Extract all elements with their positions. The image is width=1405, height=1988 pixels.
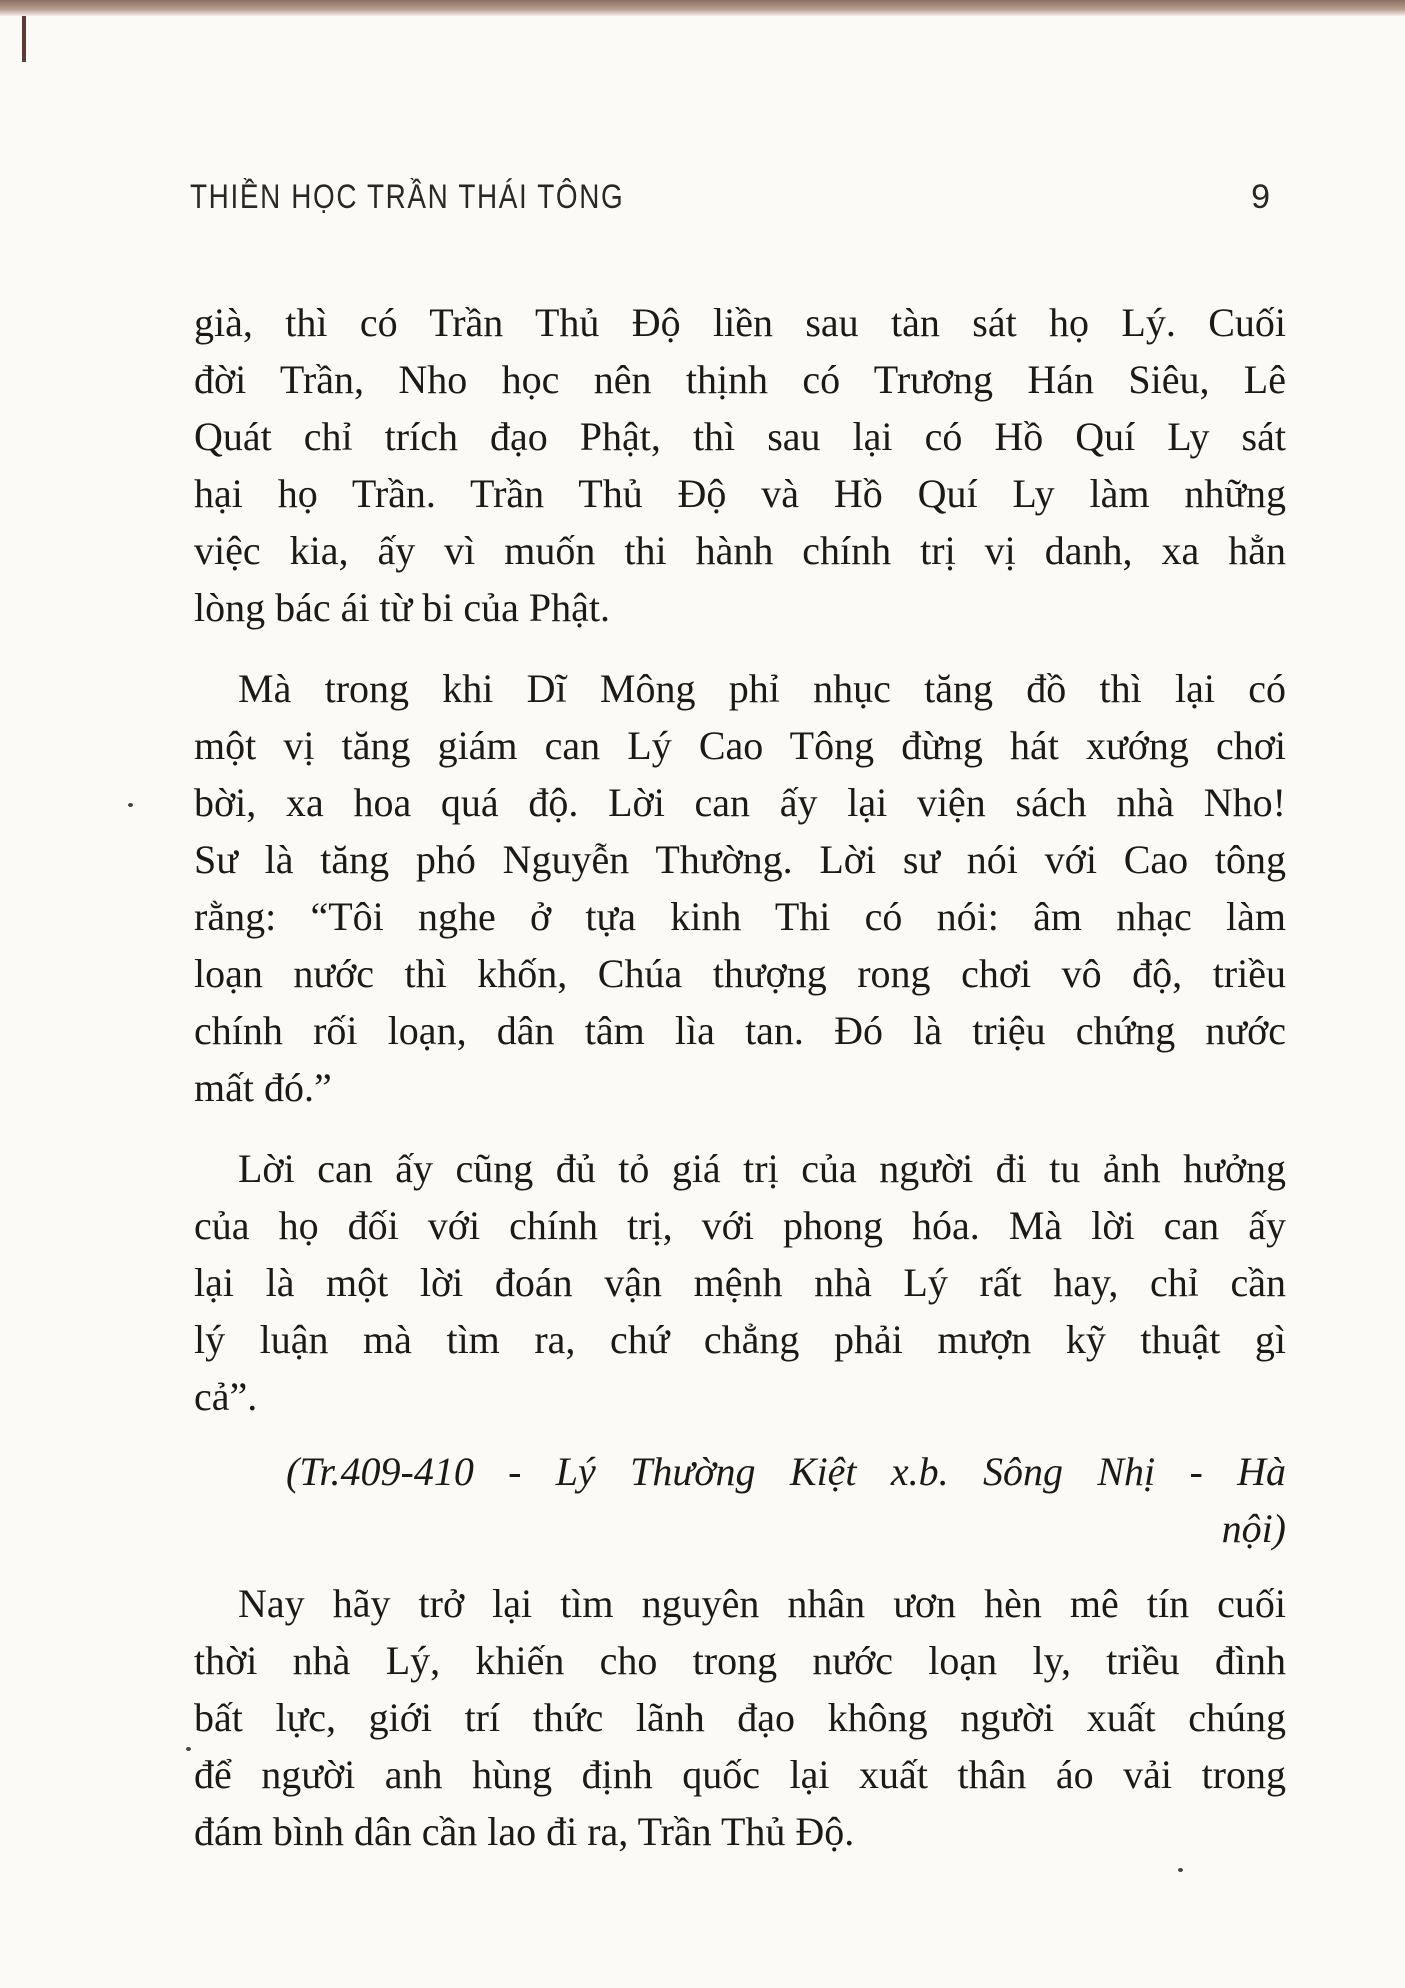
- text-line: mất đó.”: [194, 1065, 332, 1110]
- text-line: Quát chỉ trích đạo Phật, thì sau lại có Hồ Quí Ly sát: [194, 414, 1286, 459]
- text-line: việc kia, ấy vì muốn thi hành chính trị vị danh, xa hẳn: [194, 528, 1286, 573]
- paragraph-4: [194, 1575, 1286, 1860]
- text-line: của họ đối với chính trị, với phong hóa. Mà lời can ấy: [194, 1203, 1286, 1248]
- text-line: bất lực, giới trí thức lãnh đạo không người xuất chúng: [194, 1695, 1286, 1740]
- text-line: già, thì có Trần Thủ Độ liền sau tàn sát họ Lý. Cuối: [194, 300, 1286, 345]
- running-header: [190, 178, 1290, 228]
- text-line: đám bình dân cần lao đi ra, Trần Thủ Độ.: [194, 1809, 855, 1854]
- page-edge-mark: [22, 16, 26, 62]
- text-line: bời, xa hoa quá độ. Lời can ấy lại viện sách nhà Nho!: [194, 780, 1286, 825]
- paragraph-3: [194, 1140, 1286, 1425]
- text-line: hại họ Trần. Trần Thủ Độ và Hồ Quí Ly làm những: [194, 471, 1286, 516]
- text-line: để người anh hùng định quốc lại xuất thân áo vải trong: [194, 1752, 1286, 1797]
- paper-speck: [186, 1747, 191, 1751]
- text-line: đời Trần, Nho học nên thịnh có Trương Hán Siêu, Lê: [194, 357, 1286, 402]
- citation-line: (Tr.409-410 - Lý Thường Kiệt x.b. Sông Nhị - Hà: [286, 1449, 1286, 1494]
- text-line: một vị tăng giám can Lý Cao Tông đừng hát xướng chơi: [194, 723, 1286, 768]
- text-line: Nay hãy trở lại tìm nguyên nhân ươn hèn mê tín cuối: [238, 1581, 1286, 1626]
- text-line: lại là một lời đoán vận mệnh nhà Lý rất hay, chỉ cần: [194, 1260, 1286, 1305]
- text-line: Lời can ấy cũng đủ tỏ giá trị của người đi tu ảnh hưởng: [238, 1146, 1286, 1191]
- body-text: [194, 294, 1286, 1860]
- source-citation: [194, 1443, 1286, 1557]
- text-line: chính rối loạn, dân tâm lìa tan. Đó là triệu chứng nước: [194, 1008, 1286, 1053]
- paper-speck: [128, 803, 133, 807]
- text-line: rằng: “Tôi nghe ở tựa kinh Thi có nói: âm nhạc làm: [194, 894, 1286, 939]
- text-line: lòng bác ái từ bi của Phật.: [194, 585, 611, 630]
- text-line: lý luận mà tìm ra, chứ chẳng phải mượn kỹ thuật gì: [194, 1317, 1286, 1362]
- page-top-edge: [0, 0, 1405, 16]
- text-line: cả”.: [194, 1374, 258, 1419]
- text-line: Mà trong khi Dĩ Mông phỉ nhục tăng đồ thì lại có: [238, 666, 1286, 711]
- paragraph-1: [194, 294, 1286, 636]
- paragraph-2: [194, 660, 1286, 1116]
- text-line: thời nhà Lý, khiến cho trong nước loạn ly, triều đình: [194, 1638, 1286, 1683]
- page-number: 9: [1251, 178, 1272, 216]
- text-line: loạn nước thì khốn, Chúa thượng rong chơi vô độ, triều: [194, 951, 1286, 996]
- citation-line: nội): [1221, 1506, 1286, 1551]
- paper-speck: [1178, 1868, 1183, 1872]
- header-title: THIỀN HỌC TRẦN THÁI TÔNG: [190, 178, 625, 216]
- text-line: Sư là tăng phó Nguyễn Thường. Lời sư nói với Cao tông: [194, 837, 1286, 882]
